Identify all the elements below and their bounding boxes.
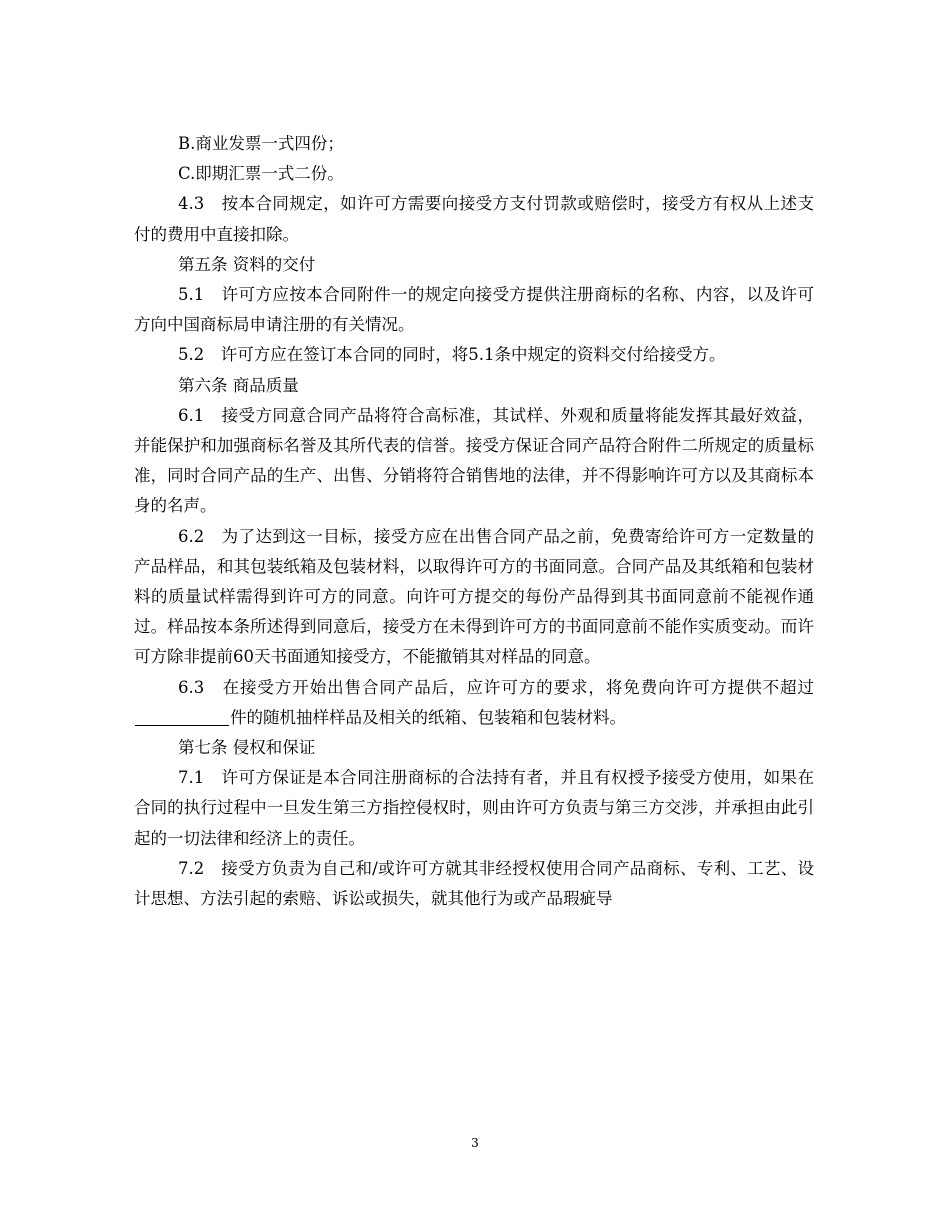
paragraph-6-2: 6.2 为了达到这一目标，接受方应在出售合同产品之前，免费寄给许可方一定数量的产品样品，和其包装纸箱及包装材料，以取得许可方的书面同意。合同产品及其纸箱和包装材料的质量试样需得到许可方的同意。向许可方提交的每份产品得到其书面同意前不能视作通过。样品按本条所述得到同意后，接受方在未得到许可方的书面同意前不能作实质变动。而许可方除非提前60天书面通知接受方，不能撤销其对样品的同意。 — [134, 526, 814, 667]
paragraph-6-3 — [134, 673, 814, 733]
paragraph-5-1: 5.1 许可方应按本合同附件一的规定向接受方提供注册商标的名称、内容，以及许可方向中国商标局申请注册的有关情况。 — [134, 285, 814, 335]
paragraph-7-1: 7.1 许可方保证是本合同注册商标的合法持有者，并且有权授予接受方使用，如果在合同的执行过程中一旦发生第三方指控侵权时，则由许可方负责与第三方交涉，并承担由此引起的一切法律和经济上的责任。 — [134, 768, 814, 848]
paragraph-draft: C.即期汇票一式二份。 — [178, 164, 344, 184]
paragraph-7-2: 7.2 接受方负责为自己和/或许可方就其非经授权使用合同产品商标、专利、工艺、设计思想、方法引起的索赔、诉讼或损失，就其他行为或产品瑕疵导 — [134, 858, 814, 909]
fill-in-blank — [135, 707, 229, 726]
paragraph-5-2: 5.2 许可方应在签订本合同的同时，将5.1条中规定的资料交付给接受方。 — [178, 345, 726, 365]
paragraph-4-3: 4.3 按本合同规定，如许可方需要向接受方支付罚款或赔偿时，接受方有权从上述支付的费用中直接扣除。 — [134, 194, 814, 244]
paragraph-6-1: 6.1 接受方同意合同产品将符合高标准，其试样、外观和质量将能发挥其最好效益，并能保护和加强商标名誉及其所代表的信誉。接受方保证合同产品符合附件二所规定的质量标准，同时合同产品的生产、出售、分销将符合销售地的法律，并不得影响许可方以及其商标本身的名声。 — [134, 405, 814, 516]
section-heading-5: 第五条 资料的交付 — [178, 254, 316, 274]
document-body — [134, 129, 814, 914]
paragraph-invoice: B.商业发票一式四份； — [178, 134, 344, 153]
section-heading-6: 第六条 商品质量 — [178, 375, 299, 395]
section-heading-7: 第七条 侵权和保证 — [178, 738, 316, 758]
page-number: 3 — [471, 1136, 479, 1150]
paragraph-6-3-before: 6.3 在接受方开始出售合同产品后，应许可方的要求，将免费向许可方提供不超过 — [178, 677, 814, 697]
paragraph-6-3-after: 件的随机抽样样品及相关的纸箱、包装箱和包装材料。 — [230, 707, 626, 727]
